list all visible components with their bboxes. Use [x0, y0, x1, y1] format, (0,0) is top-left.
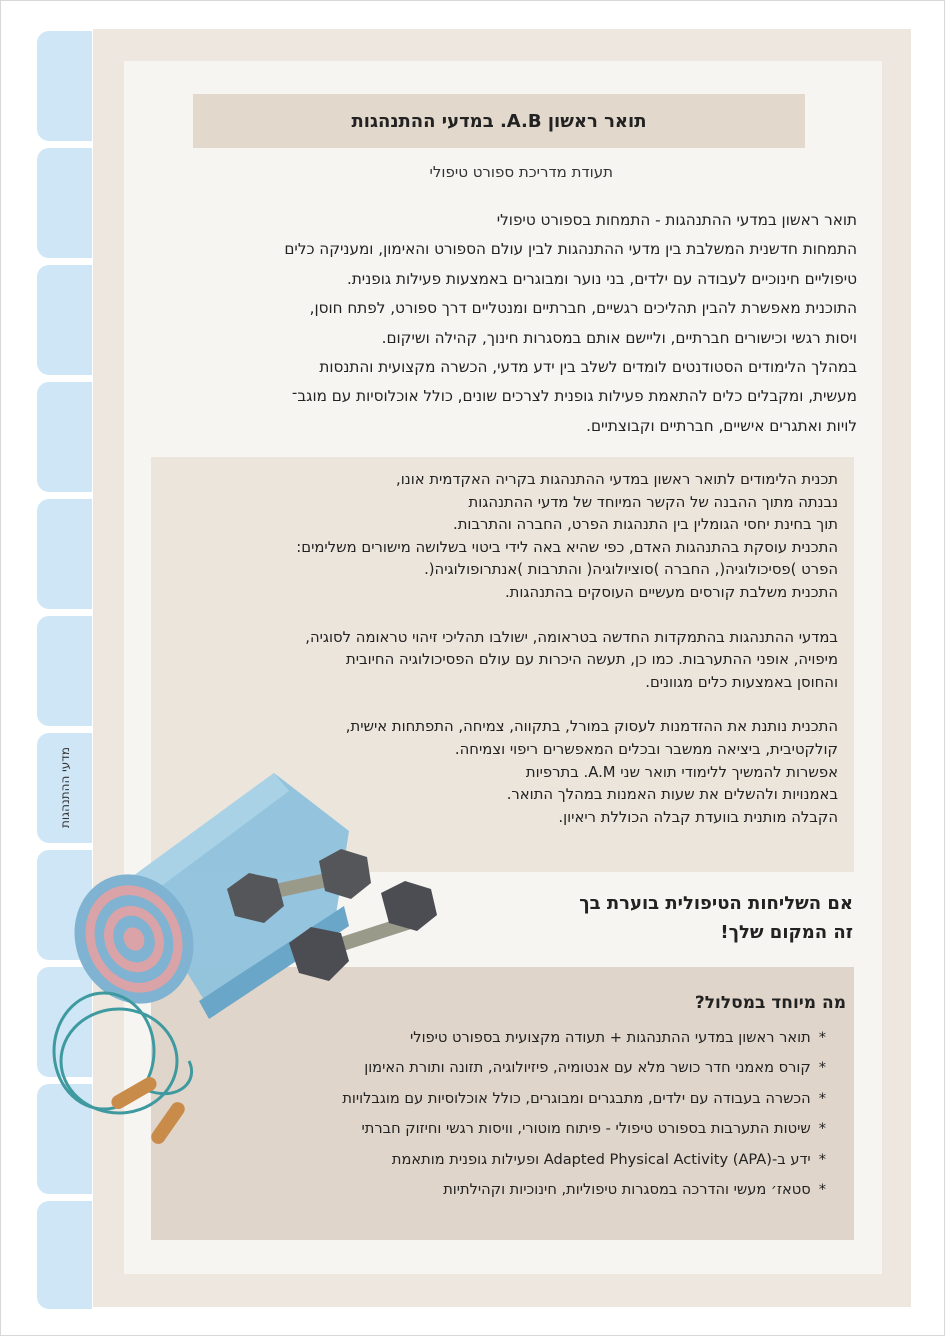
program-line: התכנית משלבת קורסים מעשיים העוסקים בהתנהגות. [504, 583, 838, 601]
special-heading: מה מיוחד במסלול? [694, 993, 846, 1013]
program-line: הקבלה מותנית בוועדת קבלה הכוללת ריאיון. [558, 808, 838, 826]
title-box [193, 94, 805, 148]
list-item [241, 1175, 826, 1205]
cta-line: זה המקום שלך! [720, 922, 853, 943]
program-line: נבנתה מתוך ההבנה של הקשר המיוחד של מדעי ההתנהגות [468, 493, 838, 511]
side-tab [37, 1201, 92, 1309]
page-subtitle: תעודת מדריכת ספורט טיפולי [429, 163, 613, 181]
list-item-text: תואר ראשון במדעי ההתנהגות + תעודה מקצועית בספורט טיפולי [410, 1029, 811, 1046]
side-tab [37, 499, 92, 609]
program-line: אפשרות להמשיך ללימודי תואר שני A.M. בתרפיות [525, 763, 838, 781]
call-to-action [521, 889, 853, 947]
intro-line: מעשית, ומקבלים כלים להתאמת פעילות גופנית לצרכים שונים, כולל אוכלוסיות עם מוגב־ [291, 387, 857, 406]
side-tab [37, 148, 92, 258]
program-line: במדעי ההתנהגות בהתמקדות החדשה בטראומה, ישולבו תהליכי זיהוי טראומה לסוגיה, [305, 628, 838, 646]
bullet-icon: * [818, 1029, 826, 1046]
intro-line: ויסות רגשי וכישורים חברתיים, וליישם אותם במסגרות חינוך, קהילה ושיקום. [381, 328, 857, 347]
list-item-text: שיטות התערבות בספורט טיפולי - פיתוח מוטורי, וויסות רגשי וחיזוק חברתי [361, 1120, 811, 1138]
intro-line: התוכנית מאפשרת להבין תהליכים רגשיים, חברתיים ומנטליים דרך ספורט, לפתח חוסן, [309, 299, 857, 318]
program-line: תכנית הלימודים לתואר ראשון במדעי ההתנהגות בקריה האקדמית אונו, [396, 471, 838, 488]
side-tab [37, 265, 92, 375]
intro-line: תואר ראשון במדעי ההתנהגות - התמחות בספורט טיפולי [496, 211, 857, 229]
program-line: תוך בחינת יחסי הגומלין בין התנהגות הפרט, החברה והתרבות. [453, 516, 838, 534]
side-tab [37, 616, 92, 726]
fitness-illustration [49, 761, 469, 1161]
bullet-icon: * [818, 1120, 826, 1138]
intro-line: במהלך הלימודים הסטודנטים לומדים לשלב בין ידע מדעי, הכשרה מקצועית והתנסות [319, 358, 857, 377]
program-line: הפרט )פסיכולוגיה(, החברה )סוציולוגיה( והתרבות )אנתרופולוגיה(. [424, 561, 838, 579]
list-item-text: הכשרה בעבודה עם ילדים, מתבגרים ומבוגרים, כולל אוכלוסיות עם מוגבלויות [342, 1089, 811, 1107]
list-item-text: קורס מאמני חדר כושר מלא עם אנטומיה, פיזיולוגיה, תזונה ותורת האימון [364, 1059, 811, 1077]
side-tab [37, 382, 92, 492]
bullet-icon: * [818, 1181, 826, 1199]
program-paragraph [166, 469, 838, 605]
bullet-icon: * [818, 1059, 826, 1077]
side-tab [37, 31, 92, 141]
program-line: התכנית נותנת את ההזדמנות לעסוק במורל, בתקווה, צמיחה, התפתחות אישית, [345, 718, 838, 736]
program-line: קולקטיבית, ביציאה ממשבר ובכלים המאפשרים ריפוי וצמיחה. [454, 740, 838, 758]
yoga-mat-icon [54, 773, 349, 1023]
program-line: באמנויות ולהשלים את שעות האמנות במהלך התואר. [506, 786, 838, 804]
program-line: התכנית עוסקת בהתנהגות האדם, כפי שהיא באה לידי ביטוי בשלושה מישורים משלימים: [296, 538, 838, 556]
intro-line: טיפוליים חינוכיים לעבודה עם ילדים, בני נוער ומבוגרים באמצעות פעילות גופנית. [347, 269, 857, 288]
jump-rope-handle-icon [109, 1074, 188, 1146]
program-line: והחוסן באמצעות כלים מגוונים. [645, 673, 838, 691]
intro-line: לויות ואתגרים אישיים, חברתיים וקבוצתיים. [586, 416, 857, 435]
program-paragraph [166, 627, 838, 695]
page-title: תואר ראשון A.B. במדעי ההתנהגות [351, 110, 647, 132]
bullet-icon: * [818, 1150, 826, 1168]
side-tab-label: מדעי ההתנהגות [57, 747, 72, 829]
list-item-text: סטאז׳ מעשי והדרכה במסגרות טיפוליות, חינוכיות וקהילתיות [443, 1181, 811, 1199]
intro-text [151, 206, 857, 441]
intro-line: התמחות חדשנית המשלבת בין מדעי ההתנהגות לבין עולם הספורט והאימון, ומעניקה כלים [284, 240, 857, 259]
bullet-icon: * [818, 1089, 826, 1107]
program-line: מיפויה, אופני ההתערבות. כמו כן, תעשה היכרות עם עולם הפסיכולוגיה החיובית [345, 651, 838, 669]
cta-line: אם השליחות הטיפולית בוערת בך [579, 893, 853, 914]
list-item-text: ידע ב-(Adapted Physical Activity (APA ופעילות גופנית מותאמת [391, 1150, 811, 1168]
